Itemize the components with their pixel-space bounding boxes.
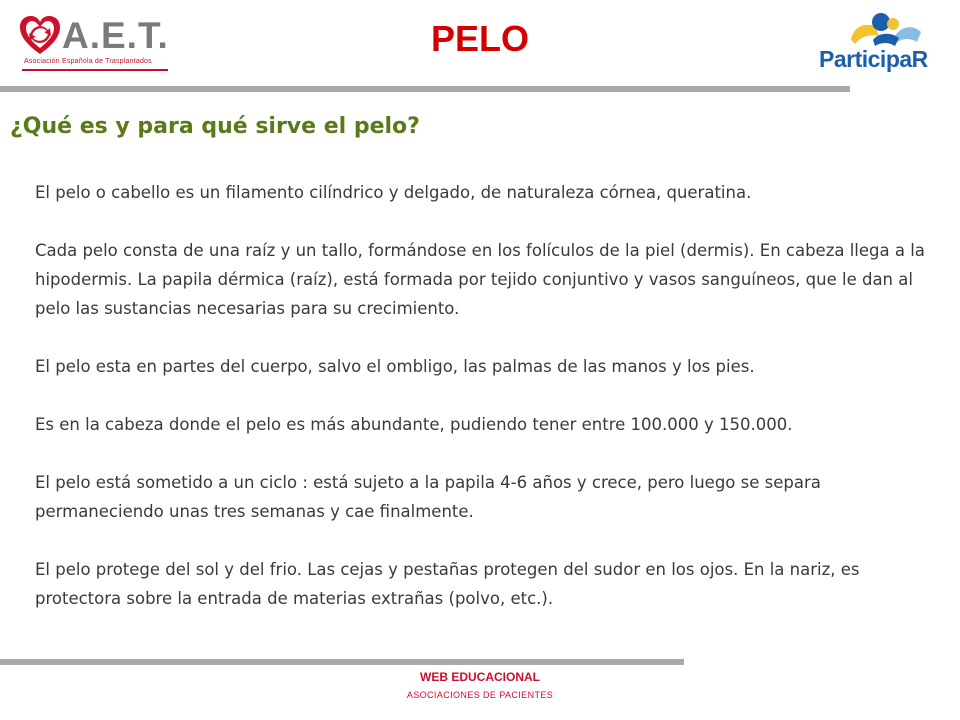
aet-logo-text: A.E.T. — [62, 15, 169, 56]
participar-logo-text: ParticipaR — [819, 46, 928, 72]
aet-logo-subtitle: Asociación Española de Trasplantados — [24, 58, 152, 65]
section-heading: ¿Qué es y para qué sirve el pelo? — [10, 114, 420, 139]
paragraph: El pelo o cabello es un filamento cilíndrico y delgado, de naturaleza córnea, queratina. — [35, 183, 752, 202]
paragraph: Cada pelo consta de una raíz y un tallo, formándose en los folículos de la piel (dermis). En cabeza llega a la hipodermis. La papila dérmica (raíz), está formada por tejido conjuntivo y vasos sanguíneos, que le dan al pelo las sustancias necesarias para su crecimiento. — [35, 241, 925, 318]
footer-divider — [0, 659, 684, 665]
paragraph: Es en la cabeza donde el pelo es más abundante, pudiendo tener entre 100.000 y 150.000. — [35, 415, 793, 434]
participar-logo — [815, 10, 940, 78]
footer-title: WEB EDUCACIONAL — [420, 670, 540, 684]
paragraph: El pelo está sometido a un ciclo : está sujeto a la papila 4-6 años y crece, pero luego se separa permaneciendo unas tres semanas y cae finalmente. — [35, 473, 821, 521]
participar-hands-icon — [845, 10, 925, 50]
body-text — [35, 178, 930, 642]
paragraph: El pelo protege del sol y del frio. Las cejas y pestañas protegen del sudor en los ojos. En la nariz, es protectora sobre la entrada de materias extrañas (polvo, etc.). — [35, 560, 860, 608]
page-title: PELO — [430, 18, 529, 59]
footer-subtitle: ASOCIACIONES DE PACIENTES — [406, 690, 554, 700]
header-divider — [0, 86, 850, 92]
paragraph: El pelo esta en partes del cuerpo, salvo el ombligo, las palmas de las manos y los pies. — [35, 357, 755, 376]
aet-logo-underline — [22, 69, 168, 71]
